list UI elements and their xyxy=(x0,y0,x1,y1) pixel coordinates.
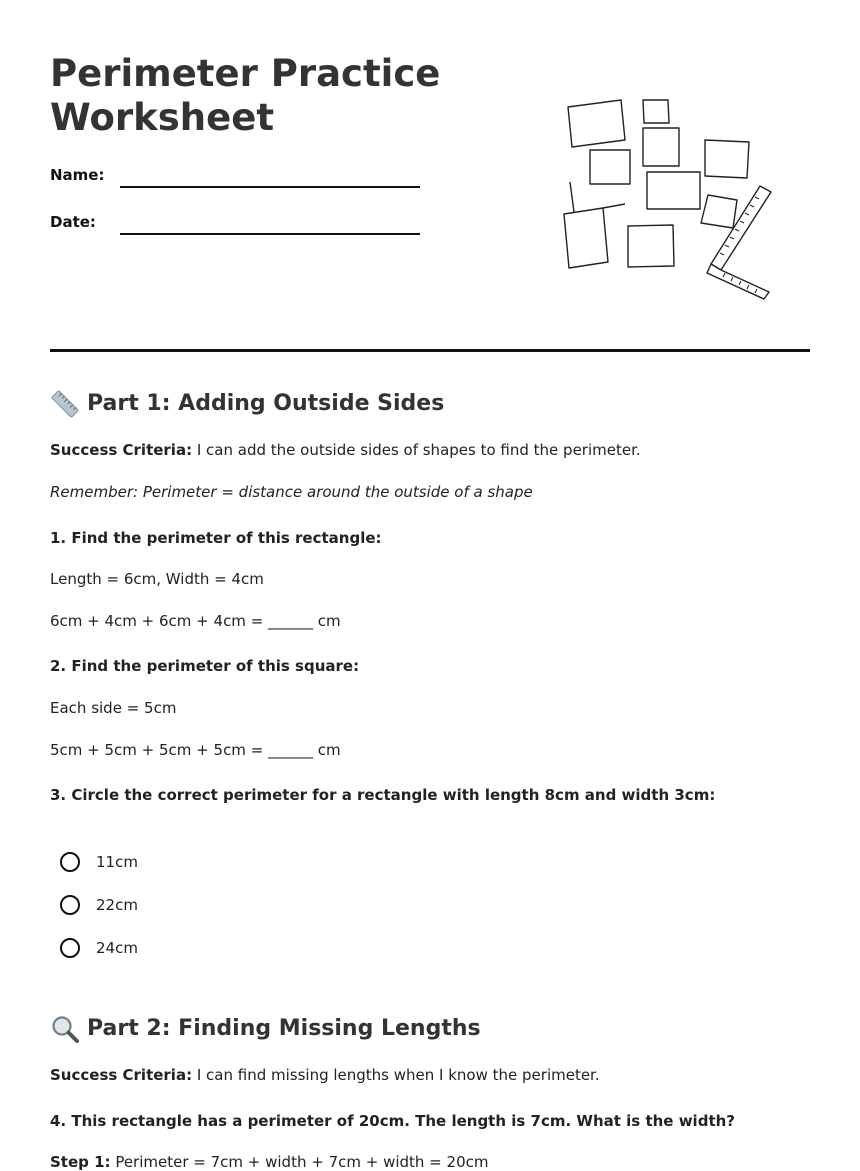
answer-option[interactable] xyxy=(60,852,138,872)
answer-option[interactable] xyxy=(60,895,138,915)
question-1-equation: 6cm + 4cm + 6cm + 4cm = ______ cm xyxy=(50,612,341,630)
clipart-square xyxy=(643,128,679,166)
clipart-set-square xyxy=(711,186,771,270)
success-criteria-label: Success Criteria: xyxy=(50,1066,193,1084)
radio-circle-icon[interactable] xyxy=(60,938,80,958)
clipart-stroke xyxy=(570,182,574,212)
success-criteria-text: I can find missing lengths when I know the perimeter. xyxy=(192,1066,600,1084)
radio-circle-icon[interactable] xyxy=(60,852,80,872)
clipart-set-square xyxy=(707,264,769,299)
answer-option-label: 22cm xyxy=(96,896,138,914)
remember-note: Remember: Perimeter = distance around the outside of a shape xyxy=(50,483,533,501)
success-criteria-label: Success Criteria: xyxy=(50,441,193,459)
clipart-rectangle xyxy=(701,195,737,228)
clipart-rectangle xyxy=(647,172,700,209)
step-text: Perimeter = 7cm + width + 7cm + width = 20cm xyxy=(110,1153,489,1171)
question-1-prompt: 1. Find the perimeter of this rectangle: xyxy=(50,529,382,547)
page-title xyxy=(50,52,440,140)
step-label: Step 1: xyxy=(50,1153,111,1171)
shapes-clipart xyxy=(555,92,780,307)
radio-circle-icon[interactable] xyxy=(60,895,80,915)
part1-heading-text: Part 1: Adding Outside Sides xyxy=(87,391,445,416)
part1-heading xyxy=(50,389,444,419)
question-2-given: Each side = 5cm xyxy=(50,699,177,717)
part2-heading xyxy=(50,1014,481,1044)
clipart-rectangle xyxy=(564,208,608,268)
clipart-rectangle xyxy=(705,140,749,178)
answer-option-label: 11cm xyxy=(96,853,138,871)
name-label: Name: xyxy=(50,166,105,184)
question-4-step-1 xyxy=(50,1153,488,1171)
title-line-2: Worksheet xyxy=(50,96,275,139)
answer-option-label: 24cm xyxy=(96,939,138,957)
name-field[interactable] xyxy=(120,186,420,188)
question-2-equation: 5cm + 5cm + 5cm + 5cm = ______ cm xyxy=(50,741,341,759)
magnifier-icon xyxy=(50,1014,80,1044)
part2-heading-text: Part 2: Finding Missing Lengths xyxy=(87,1016,481,1041)
ruler-icon xyxy=(50,389,80,419)
question-3-prompt: 3. Circle the correct perimeter for a rectangle with length 8cm and width 3cm: xyxy=(50,786,716,804)
date-field[interactable] xyxy=(120,233,420,235)
question-4-prompt: 4. This rectangle has a perimeter of 20cm. The length is 7cm. What is the width? xyxy=(50,1112,735,1130)
section-divider xyxy=(50,349,810,352)
part2-success-criteria xyxy=(50,1066,600,1084)
date-label: Date: xyxy=(50,213,96,231)
title-line-1: Perimeter Practice xyxy=(50,52,441,95)
clipart-square xyxy=(643,100,669,123)
part1-success-criteria xyxy=(50,441,641,459)
clipart-rectangle xyxy=(590,150,630,184)
success-criteria-text: I can add the outside sides of shapes to find the perimeter. xyxy=(192,441,641,459)
question-1-given: Length = 6cm, Width = 4cm xyxy=(50,570,264,588)
clipart-stroke xyxy=(603,204,625,208)
clipart-rectangle xyxy=(628,225,674,267)
clipart-rectangle xyxy=(568,100,625,147)
question-2-prompt: 2. Find the perimeter of this square: xyxy=(50,657,360,675)
answer-option[interactable] xyxy=(60,938,138,958)
